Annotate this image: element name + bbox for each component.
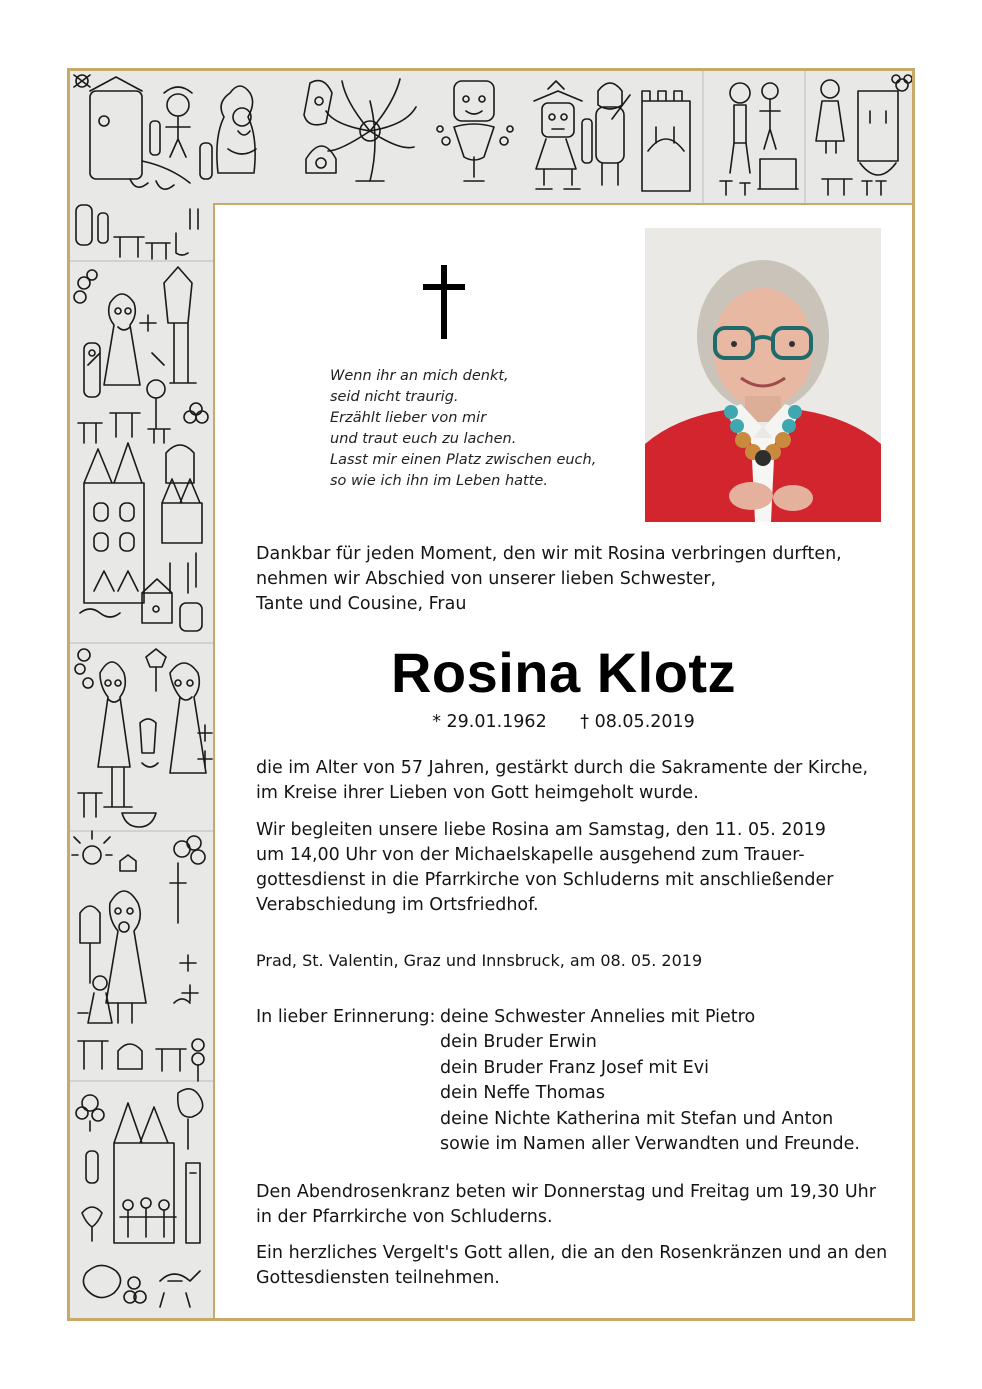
poem-line: Wenn ihr an mich denkt, xyxy=(330,368,509,384)
poem-line: seid nicht traurig. xyxy=(330,389,459,405)
drawing-strip-top xyxy=(70,71,912,203)
life-dates xyxy=(214,712,913,732)
rosary-line: in der Pfarrkirche von Schluderns. xyxy=(256,1207,553,1227)
birth-date: * 29.01.1962 xyxy=(432,712,547,732)
passing-line: die im Alter von 57 Jahren, gestärkt durch die Sakramente der Kirche, xyxy=(256,758,869,778)
latin-cross-icon xyxy=(423,265,465,339)
drawing-strip-left xyxy=(70,203,213,1318)
passing-line: im Kreise ihrer Lieben von Gott heimgeholt wurde. xyxy=(256,783,699,803)
mourner-entry: deine Nichte Katherina mit Stefan und Anton xyxy=(440,1108,834,1129)
poem-line: so wie ich ihn im Leben hatte. xyxy=(330,473,548,489)
rosary-line: Den Abendrosenkranz beten wir Donnerstag und Freitag um 19,30 Uhr xyxy=(256,1182,876,1202)
funeral-text xyxy=(256,818,833,918)
death-date: † 08.05.2019 xyxy=(580,712,695,732)
deceased-name: Rosina Klotz xyxy=(390,641,737,704)
mourner-entry: sowie im Namen aller Verwandten und Freunde. xyxy=(440,1134,860,1155)
mourner-entry: deine Schwester Annelies mit Pietro xyxy=(440,1007,756,1027)
intro-line: Dankbar für jeden Moment, den wir mit Rosina verbringen durften, xyxy=(256,544,842,564)
poem-line: Lasst mir einen Platz zwischen euch, xyxy=(330,452,597,468)
place-date: Prad, St. Valentin, Graz und Innsbruck, am 08. 05. 2019 xyxy=(256,951,703,970)
poem-line: und traut euch zu lachen. xyxy=(330,431,517,447)
funeral-line: Verabschiedung im Ortsfriedhof. xyxy=(256,895,539,915)
portrait-photo xyxy=(645,228,881,522)
mourner-entry: dein Bruder Franz Josef mit Evi xyxy=(440,1057,709,1078)
mourner-entry: dein Bruder Erwin xyxy=(440,1032,597,1053)
passing-text xyxy=(256,756,868,806)
childrens-drawings-top xyxy=(70,71,912,203)
thanks-line: Ein herzliches Vergelt's Gott allen, die an den Rosenkränzen und an den xyxy=(256,1243,888,1263)
memorial-poem xyxy=(330,366,620,492)
intro-line: Tante und Cousine, Frau xyxy=(256,594,467,614)
thanks-line: Gottesdiensten teilnehmen. xyxy=(256,1268,500,1288)
childrens-drawings-left xyxy=(70,203,213,1318)
funeral-line: um 14,00 Uhr von der Michaelskapelle ausgehend zum Trauer- xyxy=(256,845,805,865)
mourner-entry: dein Neffe Thomas xyxy=(440,1083,606,1104)
funeral-line: Wir begleiten unsere liebe Rosina am Samstag, den 11. 05. 2019 xyxy=(256,820,826,840)
rosary-text xyxy=(256,1180,876,1230)
portrait-illustration xyxy=(645,228,881,522)
intro-text xyxy=(256,542,842,617)
intro-line: nehmen wir Abschied von unserer lieben Schwester, xyxy=(256,569,717,589)
poem-line: Erzählt lieber von mir xyxy=(330,410,487,426)
thanks-text xyxy=(256,1241,887,1291)
funeral-line: gottesdienst in die Pfarrkirche von Schluderns mit anschließender xyxy=(256,870,834,890)
mourners-names xyxy=(440,1005,860,1157)
mourners-lead: In lieber Erinnerung: xyxy=(256,1007,436,1027)
